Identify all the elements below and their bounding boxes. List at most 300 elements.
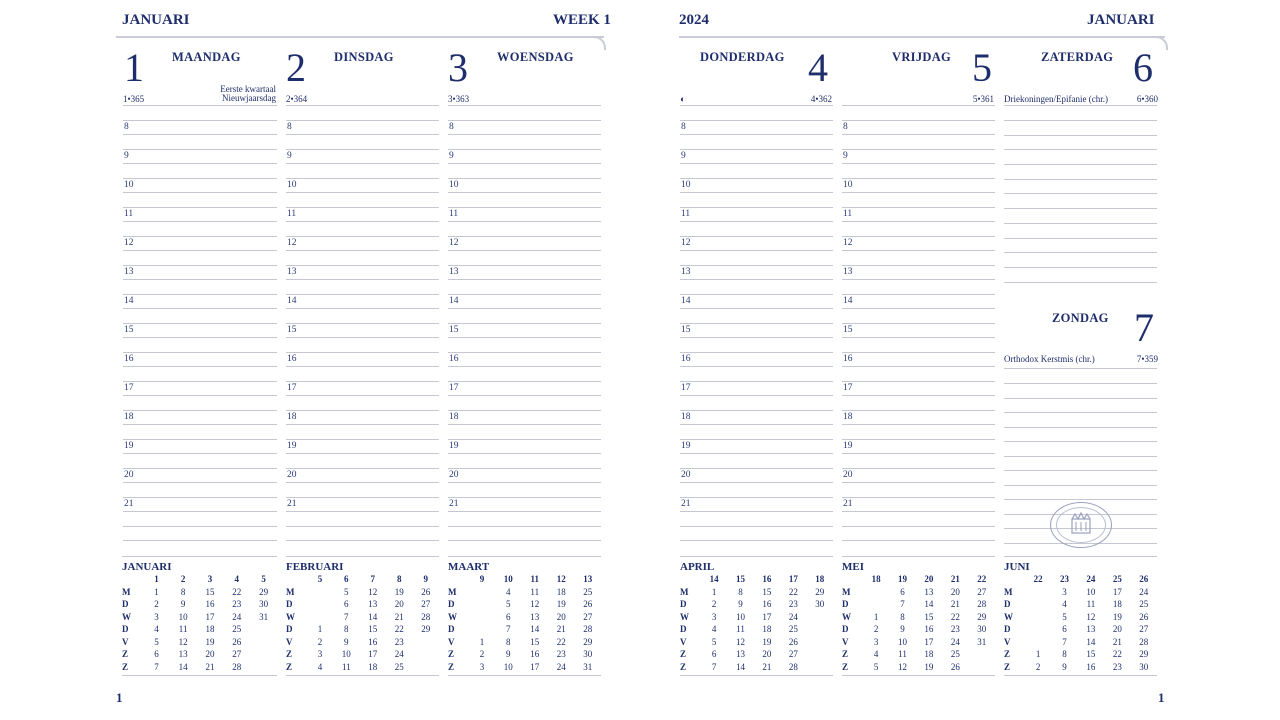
- date-cell[interactable]: 16: [1086, 661, 1096, 672]
- date-cell[interactable]: 26: [1139, 611, 1149, 622]
- date-cell[interactable]: 13: [368, 599, 378, 610]
- date-cell[interactable]: 14: [736, 661, 746, 672]
- date-cell[interactable]: 12: [530, 599, 540, 610]
- hour-row[interactable]: [448, 439, 601, 468]
- date-cell[interactable]: 12: [178, 636, 188, 647]
- hour-row[interactable]: [123, 497, 277, 526]
- date-cell[interactable]: [807, 611, 833, 624]
- date-cell[interactable]: 2: [479, 649, 485, 660]
- hour-row[interactable]: [286, 468, 439, 497]
- date-cell[interactable]: 20: [205, 649, 215, 660]
- date-cell[interactable]: 22: [1112, 649, 1122, 660]
- date-cell[interactable]: 2: [711, 599, 717, 610]
- date-cell[interactable]: [807, 623, 833, 636]
- date-cell[interactable]: 30: [259, 599, 269, 610]
- hour-row[interactable]: [448, 352, 601, 381]
- hour-row[interactable]: [123, 178, 277, 207]
- date-cell[interactable]: 27: [583, 611, 593, 622]
- note-line[interactable]: [1004, 485, 1157, 486]
- date-cell[interactable]: [469, 623, 495, 636]
- date-cell[interactable]: 22: [232, 586, 242, 597]
- note-line[interactable]: [1004, 223, 1157, 224]
- date-cell[interactable]: 14: [368, 611, 378, 622]
- date-cell[interactable]: 9: [180, 599, 186, 610]
- date-cell[interactable]: 30: [815, 599, 825, 610]
- date-cell[interactable]: 20: [762, 649, 772, 660]
- note-line[interactable]: [1004, 427, 1157, 428]
- hour-row[interactable]: [842, 526, 995, 555]
- date-cell[interactable]: 21: [950, 599, 960, 610]
- hour-row[interactable]: [842, 439, 995, 468]
- hour-row[interactable]: [286, 352, 439, 381]
- date-cell[interactable]: 23: [950, 624, 960, 635]
- hour-row[interactable]: [123, 323, 277, 352]
- date-cell[interactable]: 15: [924, 611, 934, 622]
- date-cell[interactable]: 9: [738, 599, 743, 610]
- date-cell[interactable]: 1: [154, 586, 159, 597]
- hour-row[interactable]: [842, 236, 995, 265]
- date-cell[interactable]: 4: [873, 649, 879, 660]
- date-cell[interactable]: 12: [898, 661, 908, 672]
- date-cell[interactable]: [969, 648, 995, 661]
- date-cell[interactable]: 2: [317, 636, 323, 647]
- date-cell[interactable]: 23: [232, 599, 242, 610]
- date-cell[interactable]: 6: [711, 649, 717, 660]
- hour-row[interactable]: [448, 236, 601, 265]
- hour-row[interactable]: [286, 120, 439, 149]
- hour-row[interactable]: [680, 526, 833, 555]
- note-line[interactable]: [1004, 193, 1157, 194]
- date-cell[interactable]: 19: [1112, 611, 1122, 622]
- date-cell[interactable]: 10: [503, 661, 513, 672]
- date-cell[interactable]: 22: [950, 611, 960, 622]
- hour-row[interactable]: [286, 497, 439, 526]
- hour-row[interactable]: [680, 207, 833, 236]
- date-cell[interactable]: 15: [530, 636, 540, 647]
- note-line[interactable]: [1004, 135, 1157, 136]
- date-cell[interactable]: 11: [1086, 599, 1096, 610]
- date-cell[interactable]: 26: [583, 599, 593, 610]
- date-cell[interactable]: 24: [1139, 586, 1149, 597]
- date-cell[interactable]: 21: [762, 661, 772, 672]
- note-line[interactable]: [1004, 412, 1157, 413]
- date-cell[interactable]: 21: [556, 624, 566, 635]
- hour-row[interactable]: [680, 178, 833, 207]
- note-line[interactable]: [1004, 470, 1157, 471]
- note-line[interactable]: [1004, 441, 1157, 442]
- date-cell[interactable]: 25: [394, 661, 404, 672]
- date-cell[interactable]: 17: [924, 636, 934, 647]
- date-cell[interactable]: 17: [1112, 586, 1122, 597]
- date-cell[interactable]: 27: [977, 586, 987, 597]
- date-cell[interactable]: 31: [259, 611, 269, 622]
- date-cell[interactable]: 24: [788, 611, 798, 622]
- hour-row[interactable]: [286, 149, 439, 178]
- date-cell[interactable]: 29: [583, 636, 593, 647]
- date-cell[interactable]: 11: [178, 624, 188, 635]
- date-cell[interactable]: [469, 586, 495, 599]
- date-cell[interactable]: 23: [556, 649, 566, 660]
- date-cell[interactable]: [807, 636, 833, 649]
- hour-row[interactable]: [842, 149, 995, 178]
- hour-row[interactable]: [286, 207, 439, 236]
- date-cell[interactable]: 10: [178, 611, 188, 622]
- date-cell[interactable]: 12: [1086, 611, 1096, 622]
- date-cell[interactable]: 13: [530, 611, 540, 622]
- date-cell[interactable]: 16: [205, 599, 215, 610]
- date-cell[interactable]: 29: [421, 624, 431, 635]
- date-cell[interactable]: 19: [394, 586, 404, 597]
- date-cell[interactable]: [307, 586, 333, 599]
- date-cell[interactable]: 9: [1062, 661, 1067, 672]
- date-cell[interactable]: 29: [815, 586, 825, 597]
- date-cell[interactable]: 23: [788, 599, 798, 610]
- date-cell[interactable]: 9: [506, 649, 511, 660]
- date-cell[interactable]: 4: [317, 661, 323, 672]
- date-cell[interactable]: 31: [583, 661, 593, 672]
- date-cell[interactable]: 18: [1112, 599, 1122, 610]
- date-cell[interactable]: 4: [506, 586, 511, 597]
- date-cell[interactable]: 14: [1086, 636, 1096, 647]
- hour-row[interactable]: [680, 497, 833, 526]
- hour-row[interactable]: [123, 120, 277, 149]
- date-cell[interactable]: 28: [421, 611, 431, 622]
- date-cell[interactable]: 30: [977, 624, 987, 635]
- date-cell[interactable]: 26: [788, 636, 798, 647]
- date-cell[interactable]: 8: [344, 624, 349, 635]
- date-cell[interactable]: 26: [421, 586, 431, 597]
- date-cell[interactable]: 8: [738, 586, 743, 597]
- note-line[interactable]: [1004, 398, 1157, 399]
- hour-row[interactable]: [448, 265, 601, 294]
- date-cell[interactable]: [1025, 636, 1051, 649]
- date-cell[interactable]: 26: [232, 636, 242, 647]
- date-cell[interactable]: [1025, 586, 1051, 599]
- hour-row[interactable]: [123, 207, 277, 236]
- date-cell[interactable]: 13: [1086, 624, 1096, 635]
- hour-row[interactable]: [680, 294, 833, 323]
- date-cell[interactable]: [863, 598, 889, 611]
- date-cell[interactable]: 20: [950, 586, 960, 597]
- date-cell[interactable]: 17: [530, 661, 540, 672]
- hour-row[interactable]: [286, 236, 439, 265]
- date-cell[interactable]: 29: [977, 611, 987, 622]
- date-cell[interactable]: 3: [479, 661, 485, 672]
- date-cell[interactable]: 23: [1112, 661, 1122, 672]
- date-cell[interactable]: [969, 661, 995, 674]
- hour-row[interactable]: [680, 439, 833, 468]
- hour-row[interactable]: [680, 236, 833, 265]
- date-cell[interactable]: 1: [317, 624, 323, 635]
- date-cell[interactable]: 17: [205, 611, 215, 622]
- note-line[interactable]: [1004, 383, 1157, 384]
- date-cell[interactable]: 15: [762, 586, 772, 597]
- note-line[interactable]: [1004, 282, 1157, 283]
- date-cell[interactable]: 24: [950, 636, 960, 647]
- hour-row[interactable]: [448, 149, 601, 178]
- date-cell[interactable]: 4: [1062, 599, 1067, 610]
- date-cell[interactable]: 10: [1086, 586, 1096, 597]
- hour-row[interactable]: [123, 468, 277, 497]
- note-line[interactable]: [1004, 456, 1157, 457]
- hour-row[interactable]: [842, 120, 995, 149]
- hour-row[interactable]: [448, 178, 601, 207]
- date-cell[interactable]: 5: [344, 586, 349, 597]
- note-line[interactable]: [1004, 179, 1157, 180]
- date-cell[interactable]: [250, 648, 277, 661]
- date-cell[interactable]: 13: [924, 586, 934, 597]
- date-cell[interactable]: [469, 611, 495, 624]
- date-cell[interactable]: 14: [178, 661, 188, 672]
- date-cell[interactable]: 2: [873, 624, 879, 635]
- date-cell[interactable]: 18: [556, 586, 566, 597]
- hour-row[interactable]: [680, 149, 833, 178]
- hour-row[interactable]: [680, 265, 833, 294]
- note-line[interactable]: [1004, 120, 1157, 121]
- date-cell[interactable]: 17: [368, 649, 378, 660]
- date-cell[interactable]: 4: [154, 624, 159, 635]
- date-cell[interactable]: 1: [873, 611, 879, 622]
- date-cell[interactable]: 18: [762, 624, 772, 635]
- date-cell[interactable]: [1025, 598, 1051, 611]
- date-cell[interactable]: 6: [506, 611, 511, 622]
- note-line[interactable]: [1004, 499, 1157, 500]
- date-cell[interactable]: [250, 623, 277, 636]
- date-cell[interactable]: 21: [1112, 636, 1122, 647]
- note-line[interactable]: [1004, 164, 1157, 165]
- date-cell[interactable]: [1025, 623, 1051, 636]
- hour-row[interactable]: [123, 439, 277, 468]
- hour-row[interactable]: [286, 439, 439, 468]
- hour-row[interactable]: [680, 352, 833, 381]
- date-cell[interactable]: 20: [556, 611, 566, 622]
- date-cell[interactable]: 14: [924, 599, 934, 610]
- date-cell[interactable]: 1: [1035, 649, 1041, 660]
- date-cell[interactable]: [412, 636, 439, 649]
- note-line[interactable]: [1004, 252, 1157, 253]
- hour-row[interactable]: [123, 294, 277, 323]
- date-cell[interactable]: 5: [711, 636, 717, 647]
- date-cell[interactable]: 6: [1062, 624, 1067, 635]
- date-cell[interactable]: 5: [873, 661, 879, 672]
- date-cell[interactable]: 7: [506, 624, 511, 635]
- date-cell[interactable]: 11: [736, 624, 745, 635]
- date-cell[interactable]: 7: [900, 599, 905, 610]
- hour-row[interactable]: [448, 526, 601, 555]
- date-cell[interactable]: 10: [898, 636, 908, 647]
- hour-row[interactable]: [842, 207, 995, 236]
- date-cell[interactable]: 20: [394, 599, 404, 610]
- hour-row[interactable]: [448, 207, 601, 236]
- date-cell[interactable]: 1: [479, 636, 485, 647]
- hour-row[interactable]: [123, 526, 277, 555]
- date-cell[interactable]: 7: [154, 661, 159, 672]
- date-cell[interactable]: 3: [711, 611, 717, 622]
- date-cell[interactable]: 28: [232, 661, 242, 672]
- date-cell[interactable]: 9: [900, 624, 905, 635]
- hour-row[interactable]: [448, 410, 601, 439]
- note-line[interactable]: [1004, 149, 1157, 150]
- date-cell[interactable]: [307, 598, 333, 611]
- hour-row[interactable]: [842, 352, 995, 381]
- date-cell[interactable]: 9: [344, 636, 349, 647]
- hour-row[interactable]: [286, 526, 439, 555]
- date-cell[interactable]: 7: [711, 661, 717, 672]
- hour-row[interactable]: [842, 178, 995, 207]
- date-cell[interactable]: 5: [154, 636, 159, 647]
- date-cell[interactable]: 6: [900, 586, 905, 597]
- date-cell[interactable]: 19: [205, 636, 215, 647]
- hour-row[interactable]: [842, 468, 995, 497]
- hour-row[interactable]: [680, 120, 833, 149]
- hour-row[interactable]: [842, 381, 995, 410]
- date-cell[interactable]: [863, 586, 889, 599]
- date-cell[interactable]: 26: [950, 661, 960, 672]
- date-cell[interactable]: 8: [900, 611, 905, 622]
- date-cell[interactable]: 30: [1139, 661, 1149, 672]
- date-cell[interactable]: 17: [762, 611, 772, 622]
- date-cell[interactable]: [807, 648, 833, 661]
- date-cell[interactable]: 12: [368, 586, 378, 597]
- date-cell[interactable]: 4: [711, 624, 717, 635]
- date-cell[interactable]: [250, 661, 277, 674]
- date-cell[interactable]: 10: [736, 611, 746, 622]
- date-cell[interactable]: 14: [530, 624, 540, 635]
- date-cell[interactable]: 2: [154, 599, 159, 610]
- date-cell[interactable]: [307, 611, 333, 624]
- date-cell[interactable]: 27: [1139, 624, 1149, 635]
- date-cell[interactable]: 1: [711, 586, 717, 597]
- date-cell[interactable]: 22: [788, 586, 798, 597]
- date-cell[interactable]: 18: [924, 649, 934, 660]
- date-cell[interactable]: 20: [1112, 624, 1122, 635]
- hour-row[interactable]: [286, 410, 439, 439]
- date-cell[interactable]: 11: [341, 661, 351, 672]
- hour-row[interactable]: [448, 294, 601, 323]
- date-cell[interactable]: 25: [1139, 599, 1149, 610]
- date-cell[interactable]: 24: [232, 611, 242, 622]
- hour-row[interactable]: [842, 265, 995, 294]
- date-cell[interactable]: 19: [556, 599, 566, 610]
- date-cell[interactable]: 28: [1139, 636, 1149, 647]
- hour-row[interactable]: [448, 323, 601, 352]
- date-cell[interactable]: 27: [788, 649, 798, 660]
- hour-row[interactable]: [680, 323, 833, 352]
- hour-row[interactable]: [286, 178, 439, 207]
- hour-row[interactable]: [123, 149, 277, 178]
- date-cell[interactable]: 13: [178, 649, 188, 660]
- date-cell[interactable]: 3: [154, 611, 159, 622]
- date-cell[interactable]: 6: [344, 599, 349, 610]
- date-cell[interactable]: 24: [394, 649, 404, 660]
- date-cell[interactable]: 27: [421, 599, 431, 610]
- date-cell[interactable]: 25: [232, 624, 242, 635]
- hour-row[interactable]: [286, 381, 439, 410]
- date-cell[interactable]: 3: [873, 636, 879, 647]
- date-cell[interactable]: 16: [530, 649, 540, 660]
- date-cell[interactable]: 16: [368, 636, 378, 647]
- date-cell[interactable]: 28: [788, 661, 798, 672]
- date-cell[interactable]: 5: [1062, 611, 1067, 622]
- hour-row[interactable]: [286, 294, 439, 323]
- date-cell[interactable]: 16: [924, 624, 934, 635]
- date-cell[interactable]: 22: [394, 624, 404, 635]
- date-cell[interactable]: 18: [368, 661, 378, 672]
- date-cell[interactable]: [807, 661, 833, 674]
- date-cell[interactable]: [469, 598, 495, 611]
- date-cell[interactable]: 6: [154, 649, 159, 660]
- date-cell[interactable]: 8: [506, 636, 511, 647]
- date-cell[interactable]: 12: [736, 636, 746, 647]
- date-cell[interactable]: 28: [583, 624, 593, 635]
- date-cell[interactable]: 21: [205, 661, 215, 672]
- date-cell[interactable]: 25: [950, 649, 960, 660]
- hour-row[interactable]: [448, 381, 601, 410]
- date-cell[interactable]: 31: [977, 636, 987, 647]
- date-cell[interactable]: 3: [317, 649, 323, 660]
- hour-row[interactable]: [448, 120, 601, 149]
- date-cell[interactable]: 8: [1062, 649, 1067, 660]
- date-cell[interactable]: 7: [344, 611, 349, 622]
- date-cell[interactable]: 7: [1062, 636, 1067, 647]
- hour-row[interactable]: [123, 236, 277, 265]
- hour-row[interactable]: [680, 381, 833, 410]
- hour-row[interactable]: [286, 323, 439, 352]
- date-cell[interactable]: 23: [394, 636, 404, 647]
- hour-row[interactable]: [842, 410, 995, 439]
- date-cell[interactable]: 11: [530, 586, 540, 597]
- date-cell[interactable]: 19: [924, 661, 934, 672]
- date-cell[interactable]: 27: [232, 649, 242, 660]
- hour-row[interactable]: [123, 381, 277, 410]
- date-cell[interactable]: 13: [736, 649, 746, 660]
- date-cell[interactable]: 19: [762, 636, 772, 647]
- date-cell[interactable]: 30: [583, 649, 593, 660]
- date-cell[interactable]: 29: [1139, 649, 1149, 660]
- hour-row[interactable]: [123, 265, 277, 294]
- date-cell[interactable]: 15: [368, 624, 378, 635]
- date-cell[interactable]: 15: [1086, 649, 1096, 660]
- hour-row[interactable]: [448, 468, 601, 497]
- date-cell[interactable]: [412, 661, 439, 674]
- date-cell[interactable]: 25: [583, 586, 593, 597]
- note-line[interactable]: [1004, 208, 1157, 209]
- date-cell[interactable]: 3: [1062, 586, 1067, 597]
- date-cell[interactable]: 24: [556, 661, 566, 672]
- date-cell[interactable]: 16: [762, 599, 772, 610]
- date-cell[interactable]: 21: [394, 611, 404, 622]
- date-cell[interactable]: [412, 648, 439, 661]
- date-cell[interactable]: [250, 636, 277, 649]
- date-cell[interactable]: 11: [898, 649, 907, 660]
- hour-row[interactable]: [286, 265, 439, 294]
- date-cell[interactable]: 10: [341, 649, 351, 660]
- hour-row[interactable]: [448, 497, 601, 526]
- date-cell[interactable]: [1025, 611, 1051, 624]
- date-cell[interactable]: 22: [556, 636, 566, 647]
- date-cell[interactable]: 5: [506, 599, 511, 610]
- date-cell[interactable]: 2: [1035, 661, 1041, 672]
- hour-row[interactable]: [842, 497, 995, 526]
- date-cell[interactable]: 28: [977, 599, 987, 610]
- date-cell[interactable]: 18: [205, 624, 215, 635]
- hour-row[interactable]: [123, 410, 277, 439]
- date-cell[interactable]: 25: [788, 624, 798, 635]
- hour-row[interactable]: [842, 323, 995, 352]
- note-line[interactable]: [1004, 238, 1157, 239]
- note-line[interactable]: [1004, 267, 1157, 268]
- hour-row[interactable]: [842, 294, 995, 323]
